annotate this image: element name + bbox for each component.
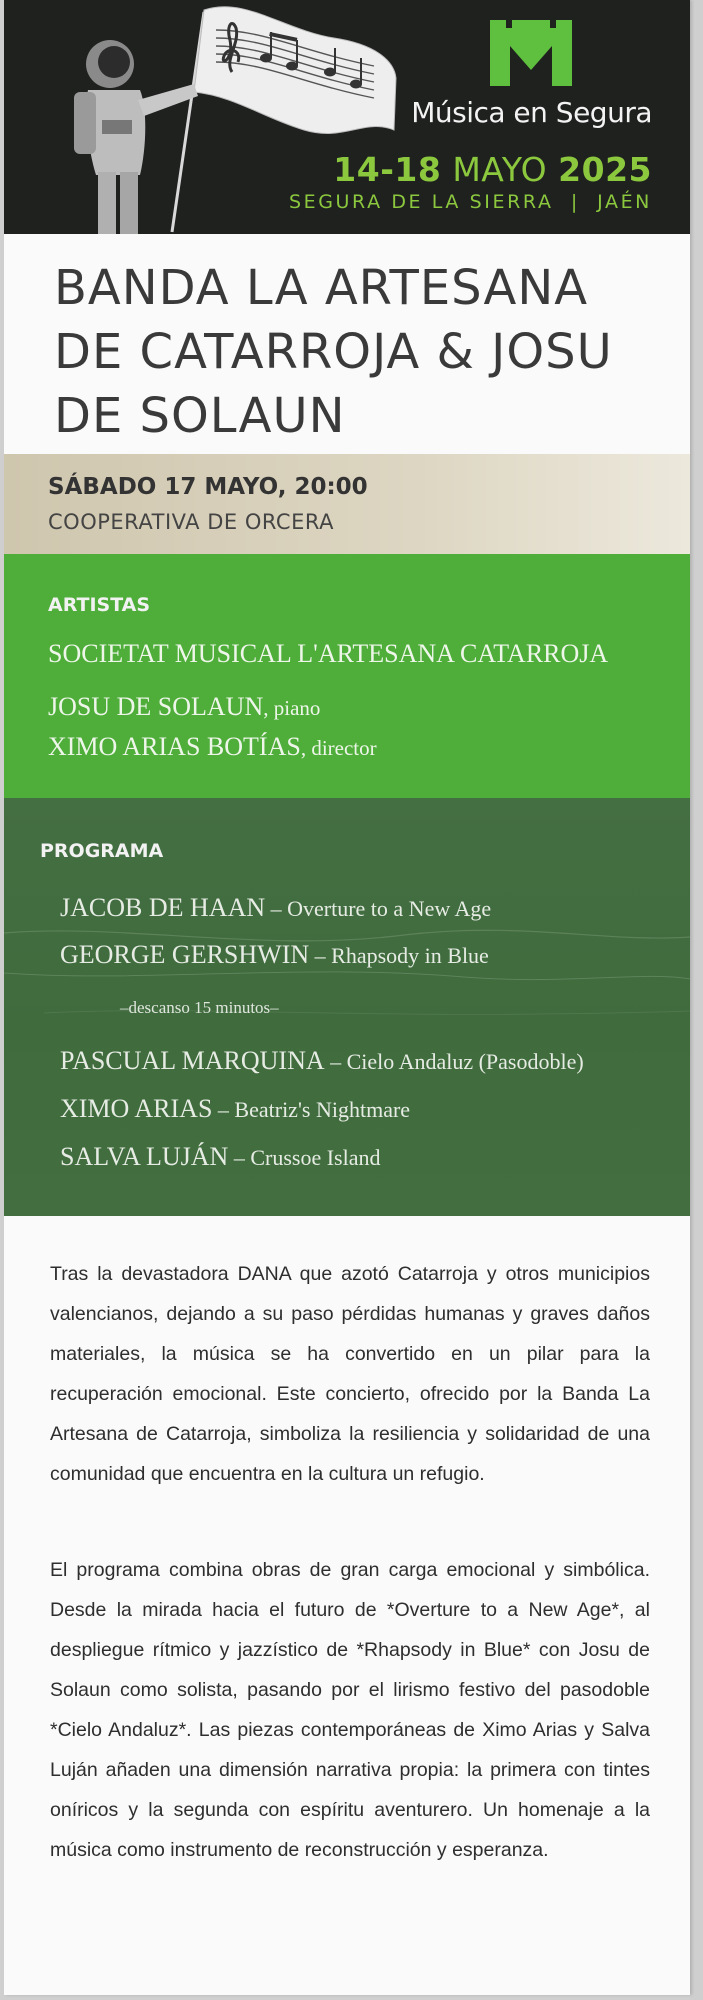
program-section <box>4 798 690 1216</box>
program-item <box>60 1142 380 1172</box>
program-composer: GEORGE GERSHWIN <box>60 940 310 969</box>
dates-year: 2025 <box>558 150 652 189</box>
artist-name: XIMO ARIAS BOTÍAS <box>48 732 301 761</box>
concert-title <box>54 256 664 448</box>
program-composer: PASCUAL MARQUINA <box>60 1046 325 1075</box>
artists-heading: ARTISTAS <box>48 594 151 616</box>
title-line-3: DE SOLAUN <box>54 388 346 444</box>
program-composer: XIMO ARIAS <box>60 1094 213 1123</box>
program-composer: SALVA LUJÁN <box>60 1142 229 1171</box>
artist-name: SOCIETAT MUSICAL L'ARTESANA CATARROJA <box>48 639 609 668</box>
castle-m-logo-icon <box>490 20 572 86</box>
dates-month: MAYO <box>441 150 559 189</box>
program-item <box>60 1046 584 1076</box>
program-work: – Crussoe Island <box>228 1145 381 1170</box>
dates-range: 14-18 <box>333 150 442 189</box>
program-work: – Cielo Andaluz (Pasodoble) <box>324 1049 584 1074</box>
program-item <box>60 1094 410 1124</box>
festival-location: SEGURA DE LA SIERRA | JAÉN <box>288 191 652 213</box>
festival-dates <box>333 150 652 189</box>
artist-name: JOSU DE SOLAUN <box>48 692 264 721</box>
program-work: – Beatriz's Nightmare <box>212 1097 411 1122</box>
description-paragraph-1: Tras la devastadora DANA que azotó Catarroja y otros municipios valencianos, dejando a su paso pérdidas humanas y graves daños materiales, la música se ha convertido en un pilar para la recuperación emocional. Este concierto, ofrecido por la Banda La Artesana de Catarroja, simboliza la resiliencia y solidaridad de una comunidad que encuentra en la cultura un refugio. <box>50 1263 650 1485</box>
artist-item <box>48 692 320 722</box>
title-line-1: BANDA LA ARTESANA <box>54 260 589 316</box>
artist-role: , piano <box>263 696 321 720</box>
program-work: – Rhapsody in Blue <box>309 943 489 968</box>
program-work: – Overture to a New Age <box>265 896 492 921</box>
date-venue-band <box>4 454 690 554</box>
program-item <box>60 940 489 970</box>
artist-item <box>48 732 377 762</box>
program-heading: PROGRAMA <box>40 840 164 862</box>
festival-brand: Música en Segura <box>411 96 652 129</box>
concert-flyer <box>4 0 690 1995</box>
title-line-2: DE CATARROJA & JOSU <box>54 324 613 380</box>
artist-role: , director <box>300 736 377 760</box>
description-paragraph-2: El programa combina obras de gran carga emocional y simbólica. Desde la mirada hacia el futuro de *Overture to a New Age*, al despliegue rítmico y jazzístico de *Rhapsody in Blue* con Josu de Solaun como solista, pasando por el lirismo festivo del pasodoble *Cielo Andaluz*. Las piezas contemporáneas de Ximo Arias y Salva Luján añaden una dimensión narrativa propia: la primera con tintes oníricos y la segunda con espíritu aventurero. Un homenaje a la música como instrumento de reconstrucción y esperanza. <box>50 1559 650 1861</box>
program-composer: JACOB DE HAAN <box>60 893 266 922</box>
festival-header <box>4 0 690 234</box>
program-interval: –descanso 15 minutos– <box>120 998 279 1017</box>
event-venue: COOPERATIVA DE ORCERA <box>48 510 334 534</box>
event-datetime: SÁBADO 17 MAYO, 20:00 <box>48 474 368 500</box>
artist-item <box>48 639 608 669</box>
artists-section <box>4 554 690 798</box>
program-item <box>60 893 491 923</box>
